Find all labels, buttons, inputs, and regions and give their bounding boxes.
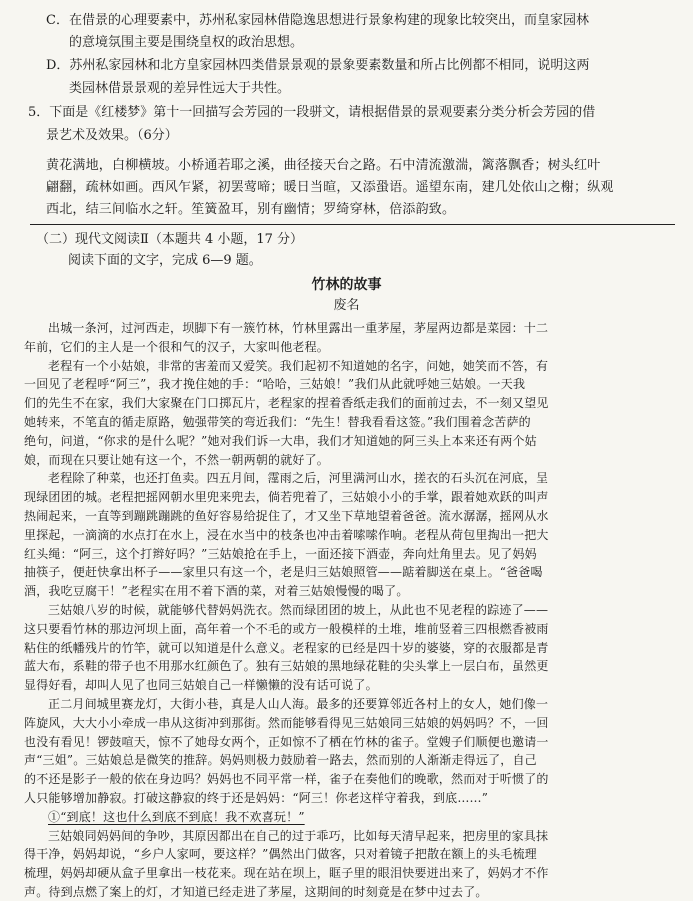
article-line: 粘住的纸幡残片的竹竿，就可以知道是什么意义。老程家的已经是四十岁的婆婆，穿的衣服都是青 [24, 640, 549, 655]
article-line: 声。待到点燃了案上的灯，才知道已经走进了茅屋，这期间的时刻竟是在梦中过去了。 [24, 885, 488, 899]
article-line: 声“三姐”。三姑娘总是微笑的推辞。妈妈则极力鼓励着一路去，然而别的人渐渐走得远了，自己 [24, 753, 537, 768]
quote-line-1: 黄花满地，白柳横坡。小桥通若耶之溪，曲径接天台之路。石中清流激湍，篱落飘香；树头红叶 [46, 158, 601, 173]
article-line: 年前，它们的主人是一个很和气的汉子，大家叫他老程。 [24, 339, 330, 354]
section-heading: （二）现代文阅读Ⅱ（本题共 4 小题，17 分） [36, 232, 304, 247]
article-line: 得干净，妈妈却说，“乡户人家呵，要这样？”偶然出门做客，只对着镜子把散在额上的头毛梳理 [24, 847, 537, 862]
article-line: 红头绳：“阿三，这个打辫好吗？”三姑娘抢在手上，一面还接下酒壶，奔向灶角里去。见了妈妈 [24, 546, 537, 561]
quote-line-2: 翩翻，疏林如画。西风乍紧，初罢莺啼；暖日当暄，又添蛩语。遥望东南，建几处依山之榭；纵观 [46, 180, 614, 195]
article-line: 老程有一个小姑娘，非常的害羞而又爱笑。我们起初不知道她的名字，问她，她笑而不答，有 [48, 358, 549, 373]
article-author: 废名 [333, 298, 360, 313]
option-d-line-1: D．苏州私家园林和北方皇家园林四类借景景观的景象要素数量和所占比例都不相同，说明这两 [46, 58, 590, 73]
article-line: 的不还是影子一般的依在身边吗？妈妈也不同平常一样，雀子在奏他们的晚歌，然而对于听惯了的 [24, 772, 549, 787]
article-line: 蓝大布，系鞋的带子也不用那水红颜色了。独有三姑娘的黑地绿花鞋的尖头掌上一层白布，虽然更 [24, 659, 549, 674]
section-instruction: 阅读下面的文字，完成 6—9 题。 [68, 253, 262, 268]
article-line: 这只要看竹林的那边河坝上面，高年着一个不毛的或方一般模样的土堆，堆前竖着三四根燃香被雨 [24, 621, 549, 636]
question-5-line-2: 景艺术及效果。（6分） [46, 128, 178, 143]
article-title: 竹林的故事 [311, 277, 382, 293]
article-line: 酒，我吃豆腐干！”老程实在用不着下酒的菜，对着三姑娘慢慢的喝了。 [24, 584, 409, 599]
article-line: 抽筷子，便赶快拿出杯子——家里只有这一个，老是归三姑娘照管——踮着脚送在桌上。“爸爸喝 [24, 565, 543, 580]
article-line: 三姑娘同妈妈间的争吵，其原因都出在自己的过于乖巧，比如每天清早起来，把房里的家具抹 [48, 828, 549, 843]
article-line: 娘，而现在只要让她有这一个，不然一朝两朝的就好了。 [24, 452, 330, 467]
article-line: 老程除了种菜，也还打鱼卖。四五月间，霪雨之后，河里满河山水，搓衣的石头沉在河底，呈 [48, 471, 549, 486]
article-line: 现绿团团的城。老程把摇网朝水里兜来兜去，倘若兜着了，三姑娘小小的手掌，跟着她欢跃的叫声 [24, 490, 549, 505]
article-line: 们的先生不在家，我们大家聚在门口掷瓦片，老程家的捏着香纸走我们的面前过去，不一刻又望见 [24, 396, 549, 411]
article-line: 阵旋风，大大小小牵成一串从这街冲到那街。然而能够看得见三姑娘同三姑娘的妈妈吗？不，一回 [24, 715, 549, 730]
quote-line-3: 西北，结三间临水之轩。笙簧盈耳，别有幽情；罗绮穿林，倍添韵致。 [46, 202, 456, 217]
article-line: 一回见了老程呼“阿三”，我才挽住她的手：“哈哈，三姑娘！”我们从此就呼她三姑娘。一天我 [24, 377, 526, 392]
article-line: 绝句，问道，“你求的是什么呢？”她对我们诉一大串，我们才知道她的阿三头上本来还有两个姑 [24, 433, 537, 448]
article-line: 人只能够增加静寂。打破这静寂的终于还是妈妈：“阿三！你老这样守着我，到底……” [24, 791, 489, 805]
option-d-line-2: 类园林借景景观的差异性远大于共性。 [69, 81, 291, 96]
article-line: 显得好看，却叫人见了也同三姑娘自己一样懒懒的没有话可说了。 [24, 678, 378, 693]
article-line: 热闹起来，一直等到蹦跳蹦跳的鱼好容易给捉住了，才又坐下草地望着爸爸。流水潺潺，摇网从水 [24, 509, 549, 523]
option-c-line-1: C．在借景的心理要素中，苏州私家园林借隐逸思想进行景象构建的现象比较突出，而皇家园林 [46, 13, 589, 28]
article-line: 出城一条河，过河西走，坝脚下有一簇竹林，竹林里露出一重茅屋，茅屋两边都是菜园：十二 [48, 321, 549, 335]
article-line: 她转来，不笔直的循走原路，勉强带笑的弯近我们：“先生！替我看看这签。”我们围着念苦萨的 [24, 415, 531, 429]
option-c-line-2: 的意境氛围主要是围绕皇权的政治思想。 [69, 35, 304, 50]
section-divider [30, 224, 675, 225]
article-line-underlined: ①“到底！这也什么到底不到底！我不欢喜玩！” [48, 809, 305, 824]
article-line: 梳理，妈妈却硬从盒子里拿出一枝花来。现在站在坝上，眶子里的眼泪快要迸出来了，妈妈才不作 [24, 866, 549, 881]
article-line: 也没有看见！锣鼓喧天，惊不了她母女两个，正如惊不了栖在竹林的雀子。堂嫂子们顺便也邀请一 [24, 734, 549, 749]
article-line: 三姑娘八岁的时候，就能够代替妈妈洗衣。然而绿团团的坡上，从此也不见老程的踪迹了—— [48, 603, 549, 617]
article-line: 正二月间城里赛龙灯，大街小巷，真是人山人海。最多的还要算邻近各村上的女人，她们像一 [48, 697, 549, 711]
article-line: 里探起，一滴滴的水点打在水上，浸在水当中的枝条也冲击着嗦嗦作响。老程从荷包里掏出一把大 [24, 527, 549, 542]
question-5-line-1: 5．下面是《红楼梦》第十一回描写会芳园的一段骈文，请根据借景的景观要素分类分析会芳园的借 [28, 105, 596, 120]
